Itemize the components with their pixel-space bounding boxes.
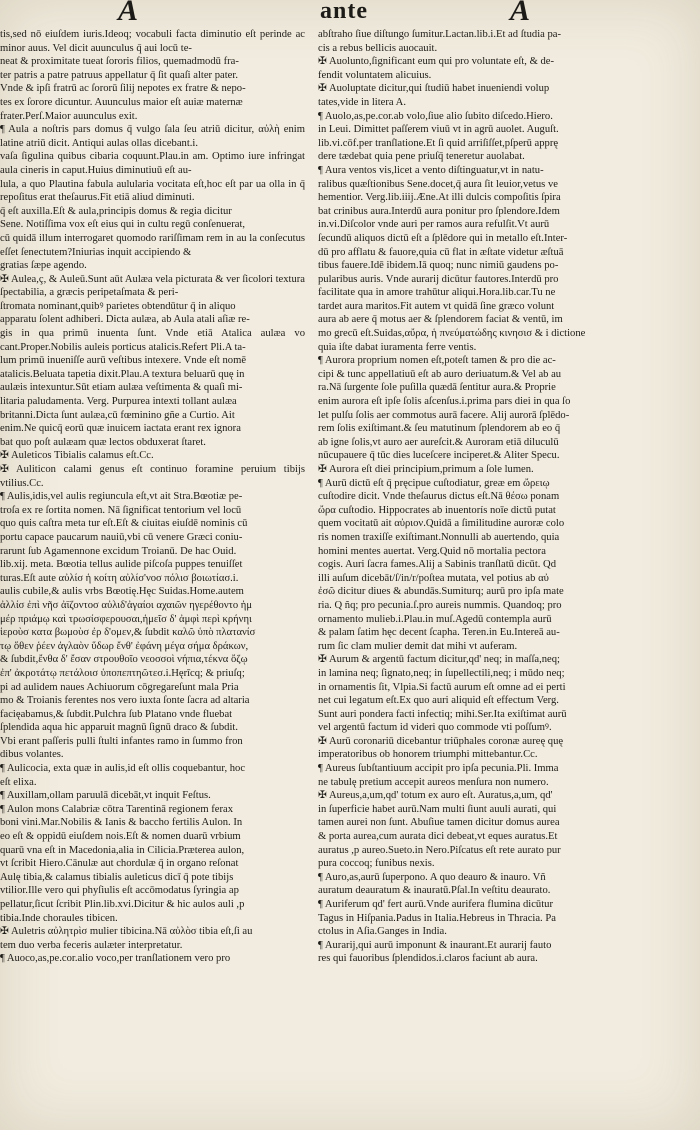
text-line: Aulę tibia,& calamus tibialis auleticus dicī q̄ pote tibijs [0, 871, 234, 883]
text-line: ✠ Auolunto,ſignificant eum qui pro voluntate eſt, & de- [318, 56, 555, 68]
text-line: quem vocitatū ait αὐριον.Quidā a ſimilitudine auroræ colo [318, 518, 565, 530]
text-line: frater.Perſ.Maior auunculus exit. [0, 110, 138, 122]
text-line: ἀλλίσ ἐπὶ νῆσ ἀϊζοντοσ αὐλιδ'ἀγαίοι αχαιῶν ηγερέθοντο ἡμ [0, 599, 253, 611]
text-line: aulis cubile,& aulis vrbs Bœotię.Hęc Suidas.Home.autem [0, 586, 244, 598]
left-column [0, 28, 305, 1028]
text-line: cuſtodire dicit. Vnde theſaurus dictus eſt.Nā θέσω ponam [318, 491, 560, 503]
text-line: ralibus quæſtionibus Sene.docet,q̄ aura ſit leuior,vetus ve [318, 178, 558, 190]
text-line: quo quis caſtra meta tur eſt.Eſt & ciuitas eiuſdē nominis cū [0, 518, 248, 530]
text-line: ✠ Aulea,ç, & Auleū.Sunt aūt Aulæa vela picturata & ver ſicolori textura ſpectabilia, a græcis peripetaſmata & peri- [0, 273, 305, 299]
text-line: aulæis intexuntur.Sūt etiam aulæa veſtimenta & quaſi mi- [0, 382, 243, 394]
text-line: ¶ Aulis,idis,vel aulis regiuncula eſt,vt ait Stra.Bœotiæ pe- [0, 491, 243, 503]
text-line: gis in qua primū inuenta ſunt. Vnde etiā Atalica aulæa vo cant.Proper.Nobilis auleis porticus atalicis.Refert Pli.A ta- [0, 328, 305, 353]
text-line: ✠ Aurū coronariū dicebantur triūphales coronæ aureę quę [318, 735, 564, 747]
header-left-letter: A [118, 0, 139, 27]
text-line: eo eſt & oppidū eiuſdem nois.Eſt & nomen duarū vrbium [0, 831, 241, 843]
text-line: ornamento mulieb.i.Plau.in muſ.Agedū contempla aurū [318, 613, 552, 625]
text-line: ¶ Aurū dictū eſt q̄ pręcipue cuſtodiatur, greæ em ὤρειῳ [318, 477, 550, 489]
text-line: ſplendida aqua hic apparuit magnū ſignū draco & ſubdit. [0, 722, 239, 734]
text-line: & ſubdit,ἔνθα δ' ἔσαν στρουθοῖο νεοσσοὶ νήπια,τέκνα ὄζῳ [0, 654, 248, 666]
text-line: ſecundū aliquos dictū eſt a ſplēdore qui in metallo eſt.Inter- [318, 232, 568, 244]
text-line: vt ſcribit Hiero.Cānulæ aut chordulæ q̄ in organo reſonat [0, 858, 239, 870]
text-line: in Leui. Dimittet paſſerem viuū vt in agrū auolet. Auguſt. [318, 124, 559, 136]
text-line: rarunt ſub Agamennone excidum Troianū. De hac Ouid. [0, 545, 237, 557]
text-line: ¶ Auolo,as,pe.cor.ab volo,ſiue alio ſubito diſcedo.Hiero. [318, 110, 553, 122]
running-header [0, 0, 700, 30]
text-line: facilitate qua in amore trahūtur aliqui.Hora.lib.car.Tu ne [318, 287, 556, 299]
text-line: portu capace paucarum nauiū,vbi cū venere Græci coniu- [0, 531, 243, 543]
text-line: rum ſic clam mulier demit dat mihi vt auferam. [318, 640, 518, 652]
text-line: cipi & tunc appellatiuū eſt ab auro deriuatum.& Vel ab au [318, 368, 562, 380]
text-line: ne tabulę pretium accepit aureos menſura non numero. [318, 776, 549, 788]
text-line: quia iſte dabat iuramenta ferre ventis. [318, 341, 477, 353]
text-line: lib.xij. meta. Bœotia tellus aulide piſcoſa puppes tenuiſſet [0, 559, 243, 571]
text-line: mo grecū eſt.Suidas,αὔρα, ἡ πνεύματώδης κινησισ & i dictione [318, 328, 586, 340]
text-line: Tagus in Hiſpania.Padus in Italia.Hebreus in Thracia. Pa [318, 912, 556, 924]
header-right-letter: A [510, 0, 531, 27]
text-line: fendit voluntatem alicuius. [318, 69, 432, 81]
text-line: ¶ Aulicocia, exta quæ in aulis,id eſt ollis coquebantur, hoc [0, 763, 246, 775]
text-line: cis a rebus bellicis auocauit. [318, 42, 438, 54]
text-line: tes ex ſorore dicuntur. Auunculus maior eſt auiæ maternæ [0, 96, 243, 108]
text-line: illi auſum dicebāt/ſ/in/r/poſtea mutata, vel potius ab αὐ [318, 572, 549, 584]
text-line: tis,sed nō eiuſdem iuris.Ideoq; vocabuli facta diminutio eſt perinde ac minor auus. Vel dicit auunculus q̄ aui locū te- [0, 29, 305, 54]
text-line: tibia.Inde choraules tibicen. [0, 912, 118, 924]
text-line: dibus volantes. [0, 749, 64, 761]
text-line: ✠ Aurora eſt diei principium,primum a ſole lumen. [318, 464, 534, 475]
text-line: Vbi erant paſſeris pulli ſtulti infantes ramo in ſummo fron [0, 735, 243, 747]
text-line: ¶ Aula a noſtris pars domus q̄ vulgo ſala ſeu atriū dicitur, αὐλὴ enim latine atriū dicit. Antiqui aulas ollas dicebant.i. [0, 124, 305, 149]
text-line: pularibus auris. Vnde aurarij dicūtur fautores.Interdū pro [318, 273, 559, 285]
text-line: imperatoribus ob honorem triumphi mittebantur.Cc. [318, 749, 538, 761]
text-line: cogis. Auri ſacra fames.Alij a Sabinis tranſlatū dicūt. Qd [318, 559, 557, 571]
text-line: q̄ eſt auxilla.Eſt & aula,principis domus & regia dicitur [0, 205, 232, 217]
text-line: boni vini.Mar.Nobilis & Ianis & baccho fertilis Aulon. In [0, 817, 243, 829]
text-line: ¶ Auxillam,ollam paruulā dicebāt,vt inquit Feſtus. [0, 790, 211, 802]
text-line: ¶ Aura ventos vis,licet a vento diſtinguatur,vt in natu- [318, 164, 544, 176]
text-line: britanni.Dicta ſunt aulæa,cū fœminino gñe a Curtio. Ait [0, 409, 235, 421]
text-line: atalicis.Beluata tapetia dixit.Plau.A textura beluarū quę in [0, 368, 245, 380]
text-line: ris nomen traxiſſe exiſtimant.Nonnulli ab auertendo, quia [318, 531, 560, 543]
text-line: dere tædebat quia pene priuſq̄ teneretur auolabat. [318, 151, 525, 163]
text-line: ctolus in Aſia.Ganges in India. [318, 926, 447, 938]
text-line: cū quidā illum interrogaret quomodo rariſſimam rem in au la conſecutus eſſet ſenectutem?Iniurias inquit accipiendo & [0, 232, 305, 258]
text-line: tem duo verba feceris aulæter interpretatur. [0, 939, 183, 951]
text-line: in ornamentis ſit, Vlpia.Si factū aurum eſt omne ad ei perti [318, 681, 566, 693]
text-line: lib.vi.cōf.per tranſlatione.Et ſi quid arriſiſſet,pſperū apprę [318, 137, 559, 149]
text-line: aura ab aere q̄ motus aer & ſplendorem faciat & ventū, im [318, 314, 563, 326]
text-line: τῳ ὅθεν ῥέεν ἀγλαὸν ὕδωρ ἔνθ' ἐφάνη μέγα σήμα δράκων, [0, 640, 249, 652]
text-line: lum primū inueniſſe aurū veſtibus intexere. Vnde eſt nomē [0, 355, 247, 367]
text-line: in lamina neq; ſignato,neq; in ſupellectili,neq; i mūdo neq; [318, 667, 565, 679]
text-line: in.vi.Diſcolor vnde auri per ramos aura refulſit.Vt aurū [318, 219, 550, 231]
text-line: vaſa ſigulina quibus cibaria coquunt.Plau.in am. Optimo iure infringat aula cineris in caput.Huius diminutiuū eſt au- [0, 151, 305, 176]
text-line: in ſuperficie habet aurū.Nam multi ſiunt auuli aurati, qui [318, 803, 557, 815]
text-line: ria. Q ñq; pro pecunia.ſ.pro aureis nummis. Quandoq; pro [318, 599, 562, 611]
text-line: vel argentū factum id videri quo commode vti poſſumꝰ. [318, 722, 552, 734]
text-line: lula, a quo Plautina fabula aulularia vocitata eſt,hoc eſt par ua olla in q̄ repoſitus erat theſaurus.Fit etiā aliud diminuti. [0, 178, 305, 204]
text-line: ¶ Auriferum qd' fert aurū.Vnde aurifera flumina dicūtur [318, 899, 553, 910]
text-line: Sene. Notiſſima vox eſt eius qui in cultu regū conſenuerat, [0, 219, 246, 231]
text-line: tamen aurei non ſunt. Abuſiue tamen dicitur domus aurea [318, 817, 560, 829]
text-line: turas.Eſt aute αὐλίσ ἡ κοίτη αὐλίσ'νοσ πόλισ βοιωτίασ.i. [0, 572, 239, 584]
text-line: troſa ex re ſortita nomen. Nā ſignificat tentorium vel locū [0, 504, 242, 516]
text-line: bat quo poſt aulæam quæ lectos obduxerat ſtaret. [0, 436, 206, 448]
text-line: auratum deauratum & inauratū.Pſal.In veſtitu deaurato. [318, 885, 551, 897]
text-line: neat & proximitate tueat ſororis filios, quemadmodū fra- [0, 56, 239, 68]
text-line: let pulſu ſolis aer commotus aurā facere. Alij aurorā ſplēdo- [318, 409, 570, 421]
text-line: bat crinibus aura.Interdū aura ponitur pro ſplendore.Idem [318, 205, 560, 217]
text-line: nūcupauere q̄ tūc dies luceſcere inciperet.& Aliter Specu. [318, 450, 560, 462]
text-line: pellatur,ſicut ſcribit Plin.lib.xvi.Dicitur & hic aulos auli ,p [0, 899, 245, 910]
text-line: quarū vna eſt in Macedonia,alia in Cilicia.Præterea aulon, [0, 844, 245, 856]
text-line: ✠ Auletris αὐλητρὶσ mulier tibicina.Nā αὐλὸσ tibia eſt,ſi au [0, 926, 253, 938]
text-line: tibus fauere.Idē ibidem.Iā quoq; nunc nimiū gaudens po- [318, 260, 559, 272]
text-line: ἱεροὺσ κατα βωμοὺσ ἐρ δ'ομεν,& ſubdit καλῶ ὑπὸ πλατανίσ [0, 627, 256, 639]
text-line: ter patris a patre patruus appellatur q̄ ſit quaſi alter pater. [0, 69, 238, 81]
text-line: hementior. Verg.lib.iiij.Æne.At illi dulcis compoſitis ſpira [318, 192, 561, 204]
text-line: ἐπ' ἀκροτάτῳ πετάλοισ ὑποπεπτηῶτεσ.i.Hęrīcq; & priuſq; [0, 667, 245, 679]
text-line: Sunt auri pondera facti infectiq; mihi.Ser.Ita exiſtimat aurū [318, 708, 567, 720]
text-line: tardet aura maritos.Fit autem vt quidā ſine græco volunt [318, 300, 555, 312]
text-line: ſtromata nominant,quibꝰ parietes obtendūtur q̄ in aliquo [0, 300, 236, 312]
text-line: vtilior.Ille vero qui phyſiulis eſt accōmodatus ſyringia ap [0, 885, 239, 897]
text-line: ¶ Auro,as,aurū ſuperpono. A quo deauro & inauro. Vñ [318, 871, 546, 883]
text-line: gratias ſæpe agendo. [0, 260, 87, 272]
text-line: pi ad aulidem naues Achiuorum cōgregareſunt mala Pria [0, 681, 239, 693]
text-line: litaria paludamenta. Verg. Purpurea intexti tollant aulæa [0, 396, 237, 408]
text-line: auratus ,p aureo.Sueto.in Nero.Piſcatus eſt rete aurato pur [318, 844, 561, 856]
text-line: & palam ſatim hęc decent ſcapha. Teren.in Eu.Intereā au- [318, 627, 560, 639]
text-line: ✠ Aurum & argentū factum dicitur,qd' neq; in maſſa,neq; [318, 654, 560, 666]
text-line: ¶ Aulon mons Calabriæ cōtra Tarentinā regionem ferax [0, 803, 234, 815]
text-line: & porta aurea,cum aurata dici debeat,vt eques auratus.Et [318, 831, 558, 843]
text-line: ✠ Aureus,a,um,qd' totum ex auro eſt. Auratus,a,um, qd' [318, 790, 553, 802]
text-line: ¶ Aureus ſubſtantiuum accipit pro ipſa pecunia.Pli. Imma [318, 763, 559, 775]
text-line: dū pro afflatu & fauore,quia cū flat in æſtate videtur æſtuā [318, 246, 564, 258]
text-line: ra.Nā ſurgente ſole puſilla quædā ſentitur aura.& Proprie [318, 382, 556, 394]
right-column [318, 28, 636, 1018]
text-line: ¶ Aurora proprium nomen eſt,poteſt tamen & pro die ac- [318, 355, 556, 367]
header-title: ante [320, 0, 368, 24]
text-line: ἐσῶ dicitur diues & abundās.Sumiturq; aurū pro ipſa mate [318, 586, 564, 598]
text-line: enim.Ne quicq̄ eorū quæ inuicem iactata erant rex ignora [0, 423, 241, 435]
text-line: ¶ Auoco,as,pe.cor.alio voco,per tranſlationem vero pro [0, 953, 231, 965]
text-line: mo & Troianis ferentes nos vero iuxta ſonte ſacra ad altaria [0, 695, 250, 707]
text-line: ¶ Aurarij,qui aurū imponunt & inaurant.Et aurarij fauto [318, 939, 552, 951]
text-line: abſtraho ſiue diſtungo ſumitur.Lactan.lib.i.Et ad ſtudia pa- [318, 29, 562, 40]
text-line: res qui fauoribus ſplendidos.i.claros faciunt ab aura. [318, 953, 538, 965]
text-line: enim aurora eſt ipſe ſolis aſcenſus.i.prima pars diei in qua ſo [318, 396, 571, 408]
text-line: Vnde & ipſi fratrū ac ſororū ſilij nepotes ex fratre & nepo- [0, 83, 246, 95]
text-line: facięabamus,& ſubdit.Pulchra ſub Platano vnde fluebat [0, 708, 233, 720]
text-line: homini mentes auertat. Verg.Quid nō mortalia pectora [318, 545, 546, 557]
text-line: ὤρα cuſtodio. Hippocrates ab inuentorís noīe dictū putat [318, 504, 556, 516]
text-line: μέρ πριάμῳ καὶ τρωσίσφερουσαι,ἡμεῖσ δ' ἀμφὶ περὶ κρήνηι [0, 613, 252, 625]
text-line: apparatu ſolent adhiberi. Dicta aulæa, ab Aula atali aſiæ re- [0, 314, 250, 326]
text-line: rem ſolis exiſtimant.& ſeu matutinum ſplendorem ab eo q̄ [318, 423, 561, 435]
text-line: eſt elixa. [0, 776, 37, 788]
text-line: pura coccoq; funibus nexis. [318, 858, 435, 870]
text-line: ✠ Auoluptate dicitur,qui ſtudiū habet inueniendi volup [318, 83, 550, 95]
text-line: tates,vide in litera A. [318, 96, 406, 108]
text-line: ab igne ſolis,vt auro aer aureſcit.& Auroram etiā diluculū [318, 436, 559, 448]
text-line: net cui legatum eſt.Ex quo auri aliquid eſt effectum Verg. [318, 695, 559, 707]
text-line: ✠ Auleticos Tibialis calamus eſt.Cc. [0, 450, 154, 462]
text-line: ✠ Auliticon calami genus eſt continuo foramine peruium tibijs vtilius.Cc. [0, 464, 305, 489]
